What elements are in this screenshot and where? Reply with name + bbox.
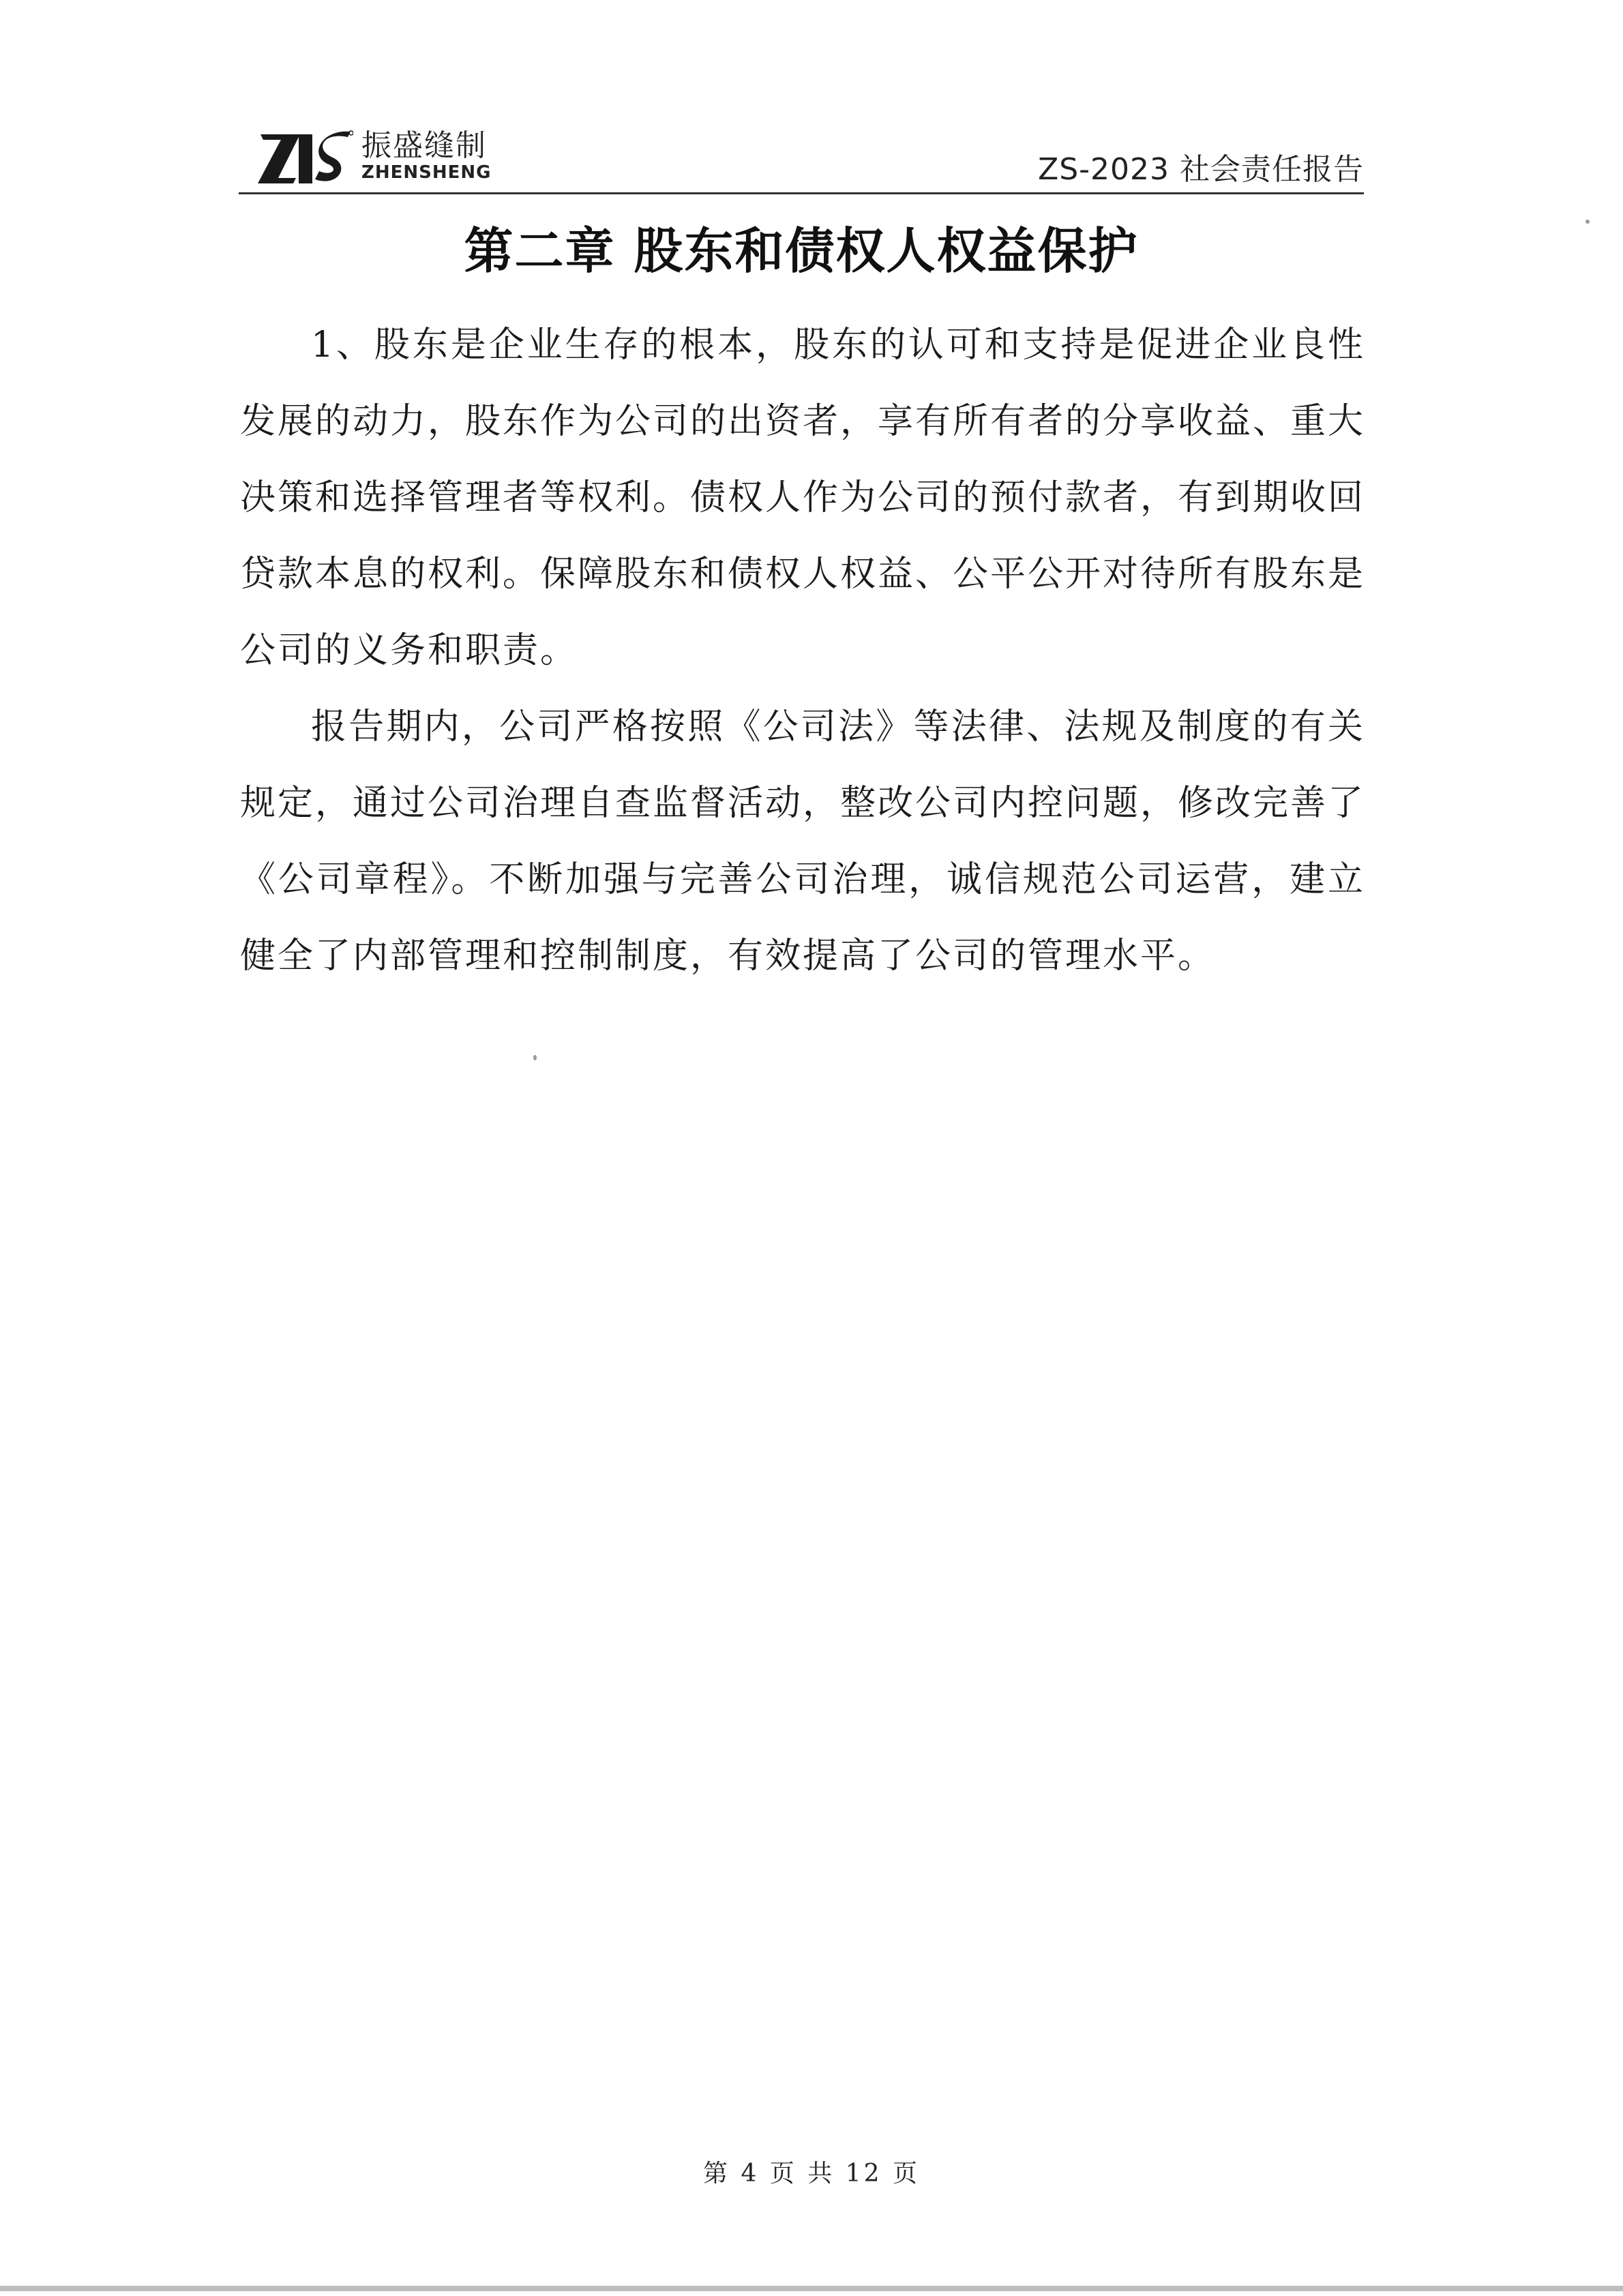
logo-wordmark — [361, 130, 491, 183]
header-divider — [239, 192, 1364, 194]
logo-name-cn: 振盛缝制 — [361, 128, 487, 163]
company-logo — [258, 127, 491, 185]
paragraph: 报告期内，公司严格按照《公司法》等法律、法规及制度的有关规定，通过公司治理自查监督活动，整改公司内控问题，修改完善了《公司章程》。不断加强与完善公司治理，诚信规范公司运营，建立健全了内部管理和控制制度，有效提高了公司的管理水平。 — [240, 706, 1366, 976]
scan-speck — [533, 1055, 537, 1060]
logo-name-en: ZHENSHENG — [361, 162, 492, 183]
chapter-title: 第二章 股东和债权人权益保护 — [464, 222, 1139, 280]
paragraph: 1、股东是企业生存的根本，股东的认可和支持是促进企业良性发展的动力，股东作为公司的出资者，享有所有者的分享收益、重大决策和选择管理者等权利。债权人作为公司的预付款者，有到期收回贷款本息的权利。保障股东和债权人权益、公平公开对待所有股东是公司的义务和职责。 — [240, 325, 1366, 671]
scan-bottom-edge — [0, 2286, 1623, 2291]
page-header — [239, 123, 1364, 191]
page-number: 第 4 页 共 12 页 — [703, 2160, 920, 2188]
document-code: ZS-2023 社会责任报告 — [1038, 152, 1364, 187]
zs-logo-mark-icon — [258, 129, 353, 183]
scan-speck — [1585, 220, 1590, 224]
body-content — [240, 307, 1365, 994]
